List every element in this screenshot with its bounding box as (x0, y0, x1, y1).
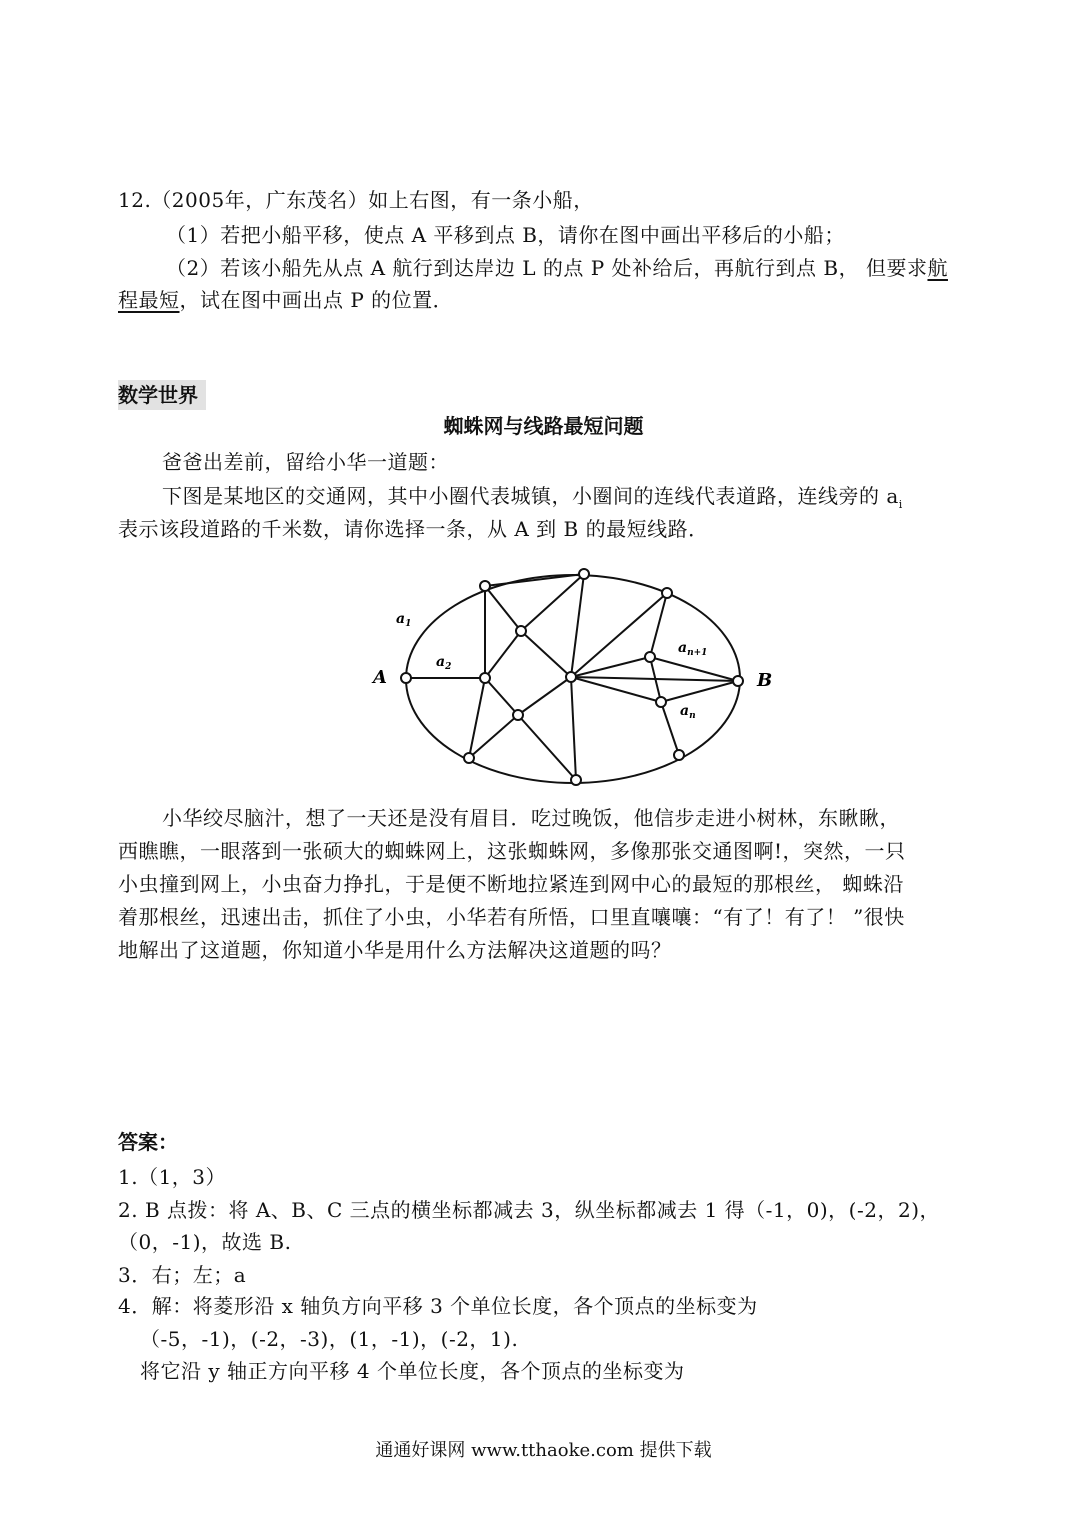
node (645, 652, 655, 662)
problem-paragraph-line1 (162, 482, 903, 519)
answer-line-1: 1.（1，3） (118, 1165, 227, 1189)
node (662, 588, 672, 598)
node (480, 673, 490, 683)
answer-line-2: 2. B 点拨：将 A、B、C 三点的横坐标都减去 3，纵坐标都减去 1 得（-1，0)，(-2，2)， (118, 1198, 940, 1222)
intro-paragraph: 爸爸出差前，留给小华一道题： (162, 450, 449, 474)
story-line-5: 地解出了这道题，你知道小华是用什么方法解决这道题的吗？ (118, 938, 672, 962)
story-line-1: 小华绞尽脑汁，想了一天还是没有眉目．吃过晚饭，他信步走进小树林，东瞅瞅， (162, 806, 900, 830)
traffic-network-diagram (0, 555, 1087, 805)
node (480, 581, 490, 591)
node (513, 710, 523, 720)
subscript-i: i (898, 498, 903, 511)
answer-line-6: （-5，-1)，(-2，-3)，(1，-1)，(-2，1). (140, 1327, 519, 1351)
label-B: B (757, 670, 773, 691)
node (579, 569, 589, 579)
story-line-3: 小虫撞到网上，小虫奋力挣扎，于是便不断地拉紧连到网中心的最短的那根丝， 蜘蛛沿 (118, 872, 904, 896)
answers-heading: 答案： (118, 1130, 178, 1154)
node (516, 626, 526, 636)
node (674, 750, 684, 760)
node (464, 753, 474, 763)
problem-text: 下图是某地区的交通网，其中小圈代表城镇，小圈间的连线代表道路，连线旁的 a (162, 484, 899, 508)
problem-12-part2-end: ，试在图中画出点 P 的位置． (179, 288, 454, 312)
section-label: 数学世界 (118, 380, 206, 410)
page-footer: 通通好课网 www.tthaoke.com 提供下载 (375, 1440, 712, 1461)
answer-line-3: （0，-1)，故选 B. (118, 1230, 292, 1254)
story-line-4: 着那根丝，迅速出击，抓住了小虫，小华若有所悟，口里直嚷嚷：“有了！有了！ ”很快 (118, 905, 905, 929)
label-A: A (373, 667, 387, 688)
answer-line-5: 4．解：将菱形沿 x 轴负方向平移 3 个单位长度，各个顶点的坐标变为 (118, 1294, 758, 1318)
story-line-2: 西瞧瞧，一眼落到一张硕大的蜘蛛网上，这张蜘蛛网，多像那张交通图啊!，突然，一只 (118, 839, 906, 863)
node (571, 775, 581, 785)
node-b (733, 676, 743, 686)
answer-line-4: 3．右；左；a (118, 1263, 247, 1287)
label-a2: $a_2$ (436, 654, 452, 672)
problem-12-underline-1: 航 (927, 256, 948, 280)
label-an: $a_n$ (680, 703, 696, 721)
problem-12-part2-cont (118, 286, 453, 314)
node-a (401, 673, 411, 683)
problem-12-part2-text: （2）若该小船先从点 A 航行到达岸边 L 的点 P 处补给后，再航行到点 B， 但要求 (166, 256, 928, 280)
section-title: 蜘蛛网与线路最短问题 (443, 414, 644, 438)
label-a1: $a_1$ (396, 611, 412, 629)
problem-12-part2 (166, 254, 948, 282)
problem-paragraph-line2: 表示该段道路的千米数，请你选择一条，从 A 到 B 的最短线路． (118, 517, 709, 541)
problem-12-part1: （1）若把小船平移，使点 A 平移到点 B，请你在图中画出平移后的小船； (166, 223, 845, 247)
problem-12-intro: 12.（2005年，广东茂名）如上右图，有一条小船， (118, 188, 594, 212)
answer-line-7: 将它沿 y 轴正方向平移 4 个单位长度，各个顶点的坐标变为 (140, 1359, 685, 1383)
node (656, 697, 666, 707)
label-an1: $a_{n+1}$ (678, 640, 708, 658)
node-center (566, 672, 576, 682)
problem-12-underline-2: 程最短 (118, 288, 180, 312)
